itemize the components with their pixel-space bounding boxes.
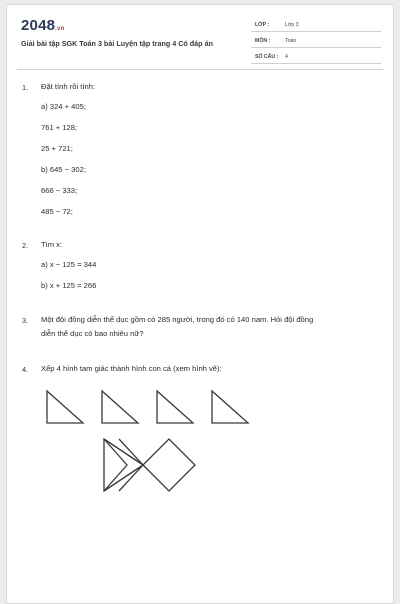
question-1-item: b) 645 − 302; — [41, 165, 86, 174]
question-1-item: 25 + 721; — [41, 144, 73, 153]
logo-text: 2048 — [21, 17, 56, 34]
meta-value: 4 — [285, 54, 288, 60]
meta-key: SỐ CÂU : — [255, 54, 279, 60]
question-4-number: 4. — [22, 365, 29, 374]
question-3-prompt-line1: Một đội đồng diễn thể dục gồm có 285 người, trong đó có 140 nam. Hỏi đội đồng — [41, 315, 314, 324]
question-2-item: b) x + 125 = 266 — [41, 281, 97, 290]
question-3-prompt-line2: diễn thể dục có bao nhiêu nữ? — [41, 329, 144, 338]
question-1-item: 666 − 333; — [41, 186, 78, 195]
worksheet-page — [6, 4, 394, 604]
triangle-1-icon — [45, 389, 87, 425]
site-logo[interactable] — [21, 17, 64, 34]
question-2-number: 2. — [22, 241, 29, 250]
triangle-3-icon — [155, 389, 197, 425]
meta-key: LỚP : — [255, 22, 270, 28]
question-3-number: 3. — [22, 316, 29, 325]
question-2-prompt: Tìm x: — [41, 240, 63, 249]
question-4-prompt: Xếp 4 hình tam giác thành hình con cá (xem hình vẽ): — [41, 364, 222, 373]
question-1-prompt: Đặt tính rồi tính: — [41, 82, 96, 91]
question-1-number: 1. — [22, 83, 29, 92]
meta-key: MÔN : — [255, 38, 271, 44]
meta-row-question-count — [251, 51, 381, 64]
question-1-item: 761 + 128; — [41, 123, 78, 132]
question-1-item: 485 − 72; — [41, 207, 73, 216]
document-title: Giải bài tập SGK Toán 3 bài Luyện tập trang 4 Có đáp án — [21, 39, 213, 48]
triangle-2-icon — [100, 389, 142, 425]
triangle-4-icon — [210, 389, 252, 425]
question-1-item: a) 324 + 405; — [41, 102, 86, 111]
meta-value: Toán — [285, 38, 297, 44]
header-divider — [17, 69, 383, 70]
meta-value: Lớp 3 — [285, 22, 299, 28]
fish-figure-icon — [99, 429, 209, 501]
logo-tld: .vn — [55, 26, 65, 32]
question-2-item: a) x − 125 = 344 — [41, 260, 97, 269]
meta-row-subject — [251, 35, 381, 48]
meta-row-class — [251, 19, 381, 32]
